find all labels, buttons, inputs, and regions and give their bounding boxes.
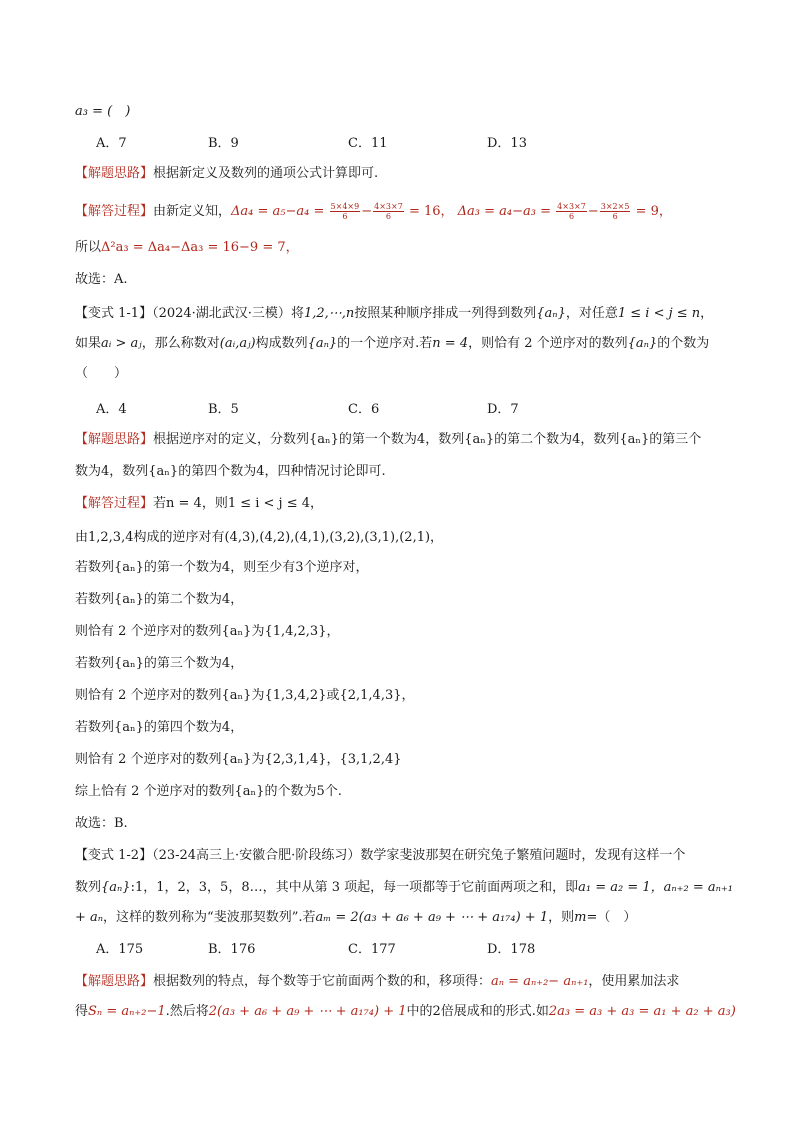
option-a: A．4 (96, 402, 127, 417)
option-d: D．13 (487, 136, 527, 151)
process-line-1: 【解答过程】由新定义知，Δa₄ = a₅−a₄ = $\frac{5\times 4\times 9}{6}$ − $\frac{4\times 3\times 7}{6}$ = 16， Δa₃ = a₄−a₃ = $\frac{4\times 3\times 7}{6}$ − $\frac{3\times 2\times 5}{6}$ = 9， (75, 202, 672, 221)
thinking-tag: 【解题思路】 (75, 166, 154, 181)
thinking-tag: 【解题思路】 (75, 432, 154, 447)
process-eq1: Δa₄ = a₅−a₄ = (231, 204, 325, 219)
variant-1-1-line-3: （ ） (75, 366, 128, 381)
variant-1-1-process-3: 若数列{aₙ}的第一个数为4，则至少有3个逆序对， (75, 560, 369, 575)
option-c: C．6 (348, 402, 380, 417)
process-eq2: Δa₃ = a₄−a₃ = (457, 204, 552, 219)
thinking-tag: 【解题思路】 (75, 974, 154, 989)
variant-1-1-process-2: 由1,2,3,4构成的逆序对有(4,3),(4,2),(4,1),(3,2),(3,1),(2,1)， (75, 530, 444, 545)
variant-1-1-thinking-2: 数为4，数列{aₙ}的第四个数为4，四种情况讨论即可. (75, 464, 386, 479)
option-c: C．11 (348, 136, 388, 151)
process-line-2 (75, 238, 754, 258)
variant-1-1-process-10: 综上恰有 2 个逆序对的数列{aₙ}的个数为5个. (75, 784, 342, 799)
answer-line-2 (75, 814, 754, 834)
process-eq1-end: = 16， (408, 204, 454, 219)
answer-a: 故选：A. (75, 272, 128, 287)
fraction-3: $\frac{4\times 3\times 7}{6}$ (557, 202, 586, 221)
process-tag: 【解答过程】 (75, 496, 154, 511)
variant-1-1-process-6: 若数列{aₙ}的第三个数为4， (75, 656, 244, 671)
option-b: B．5 (208, 402, 239, 417)
variant-1-1-process-7: 则恰有 2 个逆序对的数列{aₙ}为{1,3,4,2}或{2,1,4,3}， (75, 688, 415, 703)
question-stem (75, 102, 754, 122)
variant-1-1-source: （2024·湖北武汉·三模） (152, 306, 291, 321)
process-tag: 【解答过程】 (75, 204, 154, 219)
variant-1-2-thinking-1: 【解题思路】根据数列的特点，每个数等于它前面两个数的和，移项得：aₙ = aₙ₊₂− aₙ₊₁，使用累加法求 (75, 974, 680, 989)
thinking-text: 根据新定义及数列的通项公式计算即可. (153, 166, 379, 181)
thinking-line (75, 164, 754, 184)
variant-1-1-process-4: 若数列{aₙ}的第二个数为4， (75, 592, 244, 607)
option-d: D．7 (487, 402, 519, 417)
variant-1-1-process-9: 则恰有 2 个逆序对的数列{aₙ}为{2,3,1,4}，{3,1,2,4} (75, 752, 402, 767)
option-b: B．9 (208, 136, 239, 151)
answer-line-1 (75, 270, 754, 290)
process-eq2-end: = 9， (635, 204, 672, 219)
variant-1-1-process-8: 若数列{aₙ}的第四个数为4， (75, 720, 244, 735)
fraction-2: $\frac{4\times 3\times 7}{6}$ (374, 202, 403, 221)
variant-1-2-line-3: + aₙ，这样的数列称为“斐波那契数列”.若aₘ = 2(a₃ + a₆ + a₉ + ⋯ + a₁₇₄) + 1，则m=（ ） (75, 910, 637, 925)
option-a: A．175 (96, 942, 144, 957)
fraction-4: $\frac{3\times 2\times 5}{6}$ (600, 202, 630, 221)
fraction-1: $\frac{5\times 4\times 9}{6}$ (330, 202, 360, 221)
option-b: B．176 (208, 942, 256, 957)
variant-1-1-process-1: 【解答过程】若n = 4，则1 ≤ i < j ≤ 4， (75, 496, 324, 511)
process-prefix: 由新定义知， (153, 204, 232, 219)
a3-question: a₃ = ( ) (75, 104, 131, 119)
so-prefix: 所以 (75, 240, 102, 255)
variant-1-1-thinking-1: 【解题思路】根据逆序对的定义，分数列{aₙ}的第一个数为4，数列{aₙ}的第二个数为4，数列{aₙ}的第三个 (75, 432, 702, 447)
option-c: C．177 (348, 942, 396, 957)
variant-1-1-tag: 【变式 1-1】 (75, 306, 153, 321)
variant-1-2-line-1: 【变式 1-2】（23-24高三上·安徽合肥·阶段练习）数学家斐波那契在研究兔子繁殖问题时，发现有这样一个 (75, 848, 686, 863)
answer-b: 故选：B. (75, 816, 128, 831)
variant-1-2-line-2: 数列{aₙ}:1，1，2，3，5，8…，其中从第 3 项起，每一项都等于它前面两项之和，即a₁ = a₂ = 1，aₙ₊₂ = aₙ₊₁ (75, 880, 733, 895)
option-d: D．178 (487, 942, 536, 957)
so-equation: Δ²a₃ = Δa₄−Δa₃ = 16−9 = 7， (101, 240, 299, 255)
variant-1-1-line-2: 如果aᵢ > aⱼ，那么称数对(aᵢ,aⱼ)构成数列{aₙ}的一个逆序对.若n = 4，则恰有 2 个逆序对的数列{aₙ}的个数为 (75, 336, 710, 351)
option-a: A．7 (96, 136, 127, 151)
variant-1-1-line-1: 【变式 1-1】（2024·湖北武汉·三模）将1,2,⋯,n按照某种顺序排成一列得到数列{aₙ}，对任意1 ≤ i < j ≤ n， (75, 306, 714, 321)
variant-1-2-thinking-2: 得Sₙ = aₙ₊₂−1.然后将2(a₃ + a₆ + a₉ + ⋯ + a₁₇₄) + 1中的2倍展成和的形式.如2a₃ = a₃ + a₃ = a₁ + a₂ + a₃) (75, 1004, 736, 1019)
variant-1-2-tag: 【变式 1-2】 (75, 848, 153, 863)
variant-1-1-process-5: 则恰有 2 个逆序对的数列{aₙ}为{1,4,2,3}， (75, 624, 340, 639)
